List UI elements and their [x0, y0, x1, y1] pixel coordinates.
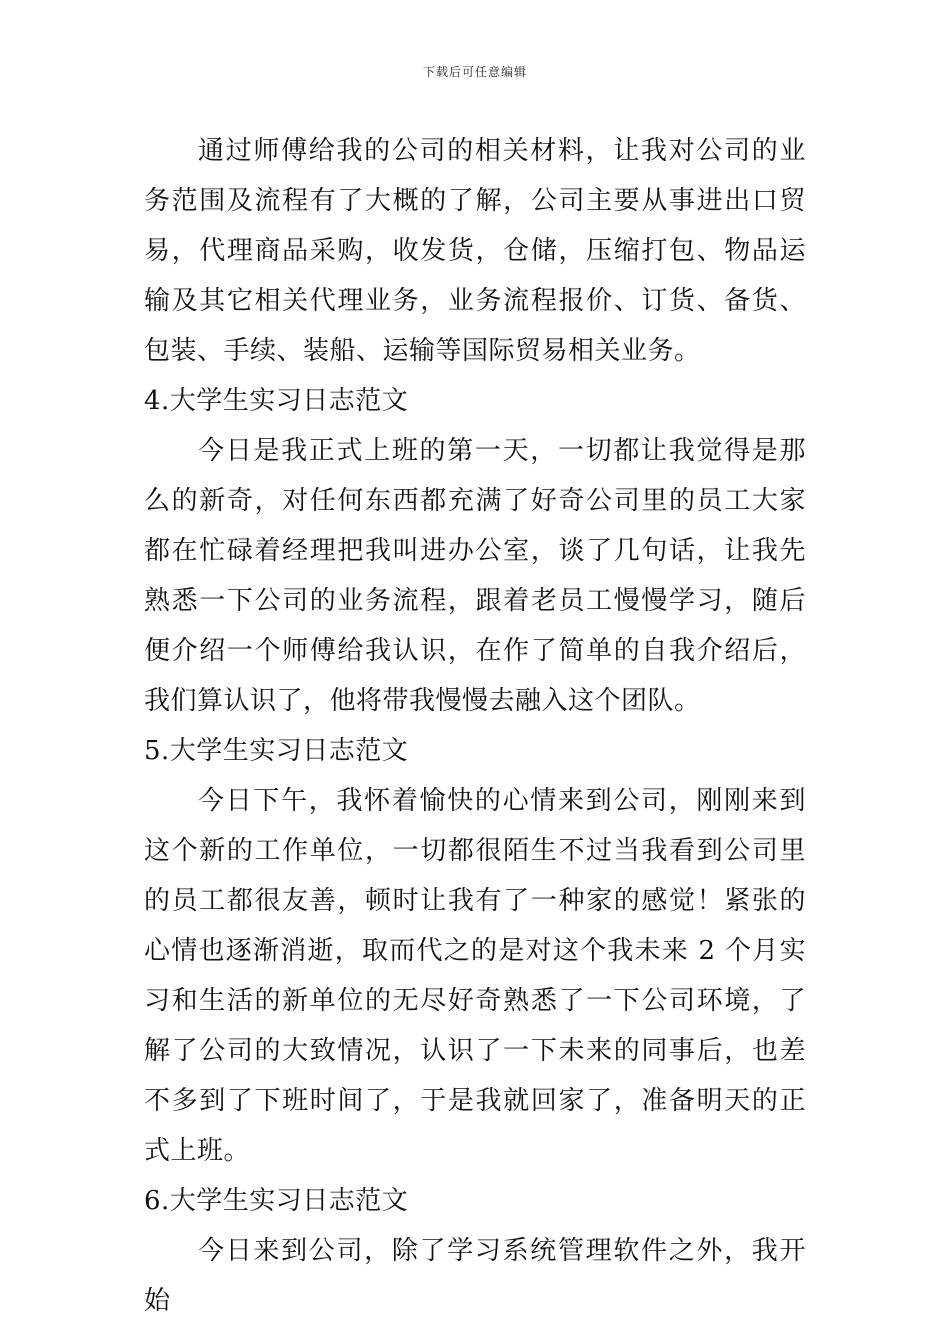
- paragraph-5: 今日下午，我怀着愉快的心情来到公司，刚刚来到这个新的工作单位，一切都很陌生不过当我看到公司里的员工都很友善，顿时让我有了一种家的感觉！紧张的心情也逐渐消逝，取而代之的是对这个我未来 2 个月实习和生活的新单位的无尽好奇熟悉了一下公司环境，了解了公司的大致情况，认识了一下未来的同事后，也差不多到了下班时间了，于是我就回家了，准备明天的正式上班。: [144, 786, 806, 1166]
- section-heading-5: 5.大学生实习日志范文: [144, 736, 409, 766]
- paragraph-6: 今日来到公司，除了学习系统管理软件之外，我开始: [144, 1236, 806, 1316]
- paragraph-intro: 通过师傅给我的公司的相关材料，让我对公司的业务范围及流程有了大概的了解，公司主要从事进出口贸易，代理商品采购，收发货，仓储，压缩打包、物品运输及其它相关代理业务，业务流程报价、订货、备货、包装、手续、装船、运输等国际贸易相关业务。: [144, 136, 806, 366]
- page-header: 下载后可任意编辑: [422, 65, 527, 79]
- section-heading-4: 4.大学生实习日志范文: [144, 386, 409, 416]
- document-body: [144, 126, 806, 1326]
- section-heading-6: 6.大学生实习日志范文: [144, 1186, 409, 1216]
- paragraph-4: 今日是我正式上班的第一天，一切都让我觉得是那么的新奇，对任何东西都充满了好奇公司里的员工大家都在忙碌着经理把我叫进办公室，谈了几句话，让我先熟悉一下公司的业务流程，跟着老员工慢慢学习，随后便介绍一个师傅给我认识，在作了简单的自我介绍后，我们算认识了，他将带我慢慢去融入这个团队。: [144, 436, 806, 716]
